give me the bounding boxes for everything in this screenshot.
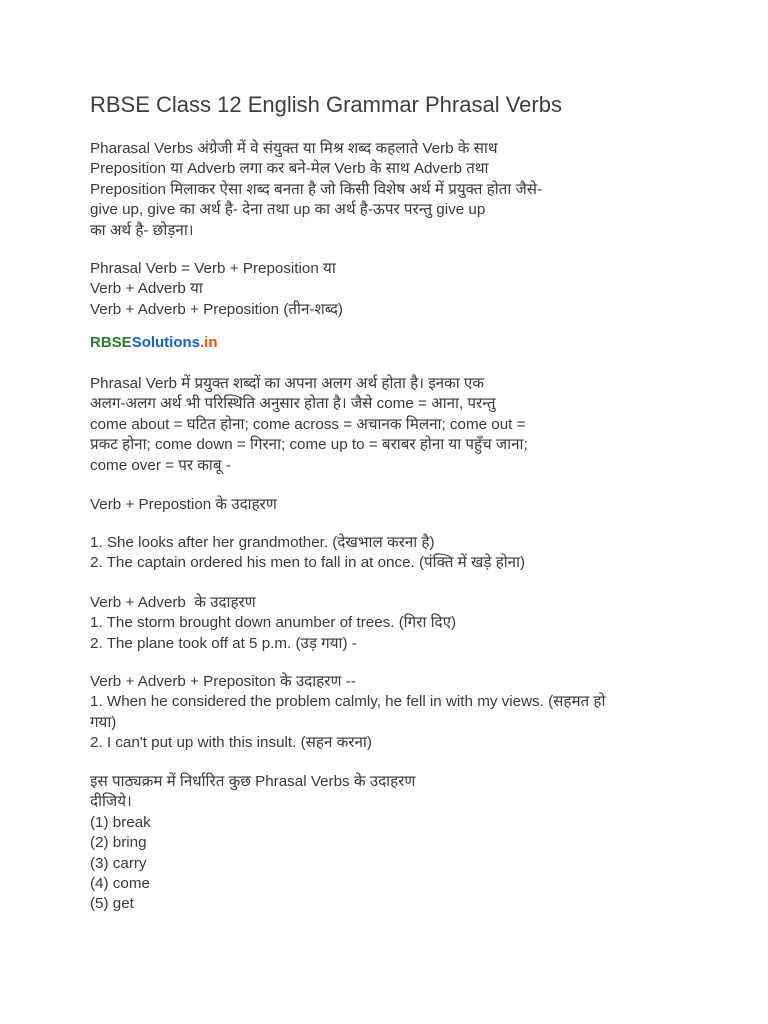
- explanation-paragraph: [90, 374, 680, 476]
- logo-part-rbse: RBSE: [90, 334, 132, 351]
- list-item: (4) come: [90, 875, 150, 893]
- text-line: come about = घटित होना; come across = अचानक मिलना; come out =: [90, 415, 526, 433]
- example-line: 1. She looks after her grandmother. (देखभाल करना है): [90, 534, 435, 551]
- formula-line: Verb + Adverb + Preposition (तीन-शब्द): [90, 300, 343, 318]
- rbse-solutions-logo: [90, 334, 218, 351]
- text-line: give up, give का अर्थ है- देना तथा up का अर्थ है-ऊपर परन्तु give up: [90, 201, 486, 219]
- section-heading: Verb + Adverb + Prepositon के उदाहरण --: [90, 673, 356, 690]
- text-line: Preposition मिलाकर ऐसा शब्द बनता है जो किसी विशेष अर्थ में प्रयुक्त होता जैसे-: [90, 180, 543, 198]
- text-line: come over = पर काबू -: [90, 456, 231, 474]
- adverb-section: [90, 593, 680, 654]
- formula-line: Phrasal Verb = Verb + Preposition या: [90, 260, 336, 277]
- list-item: (1) break: [90, 813, 151, 831]
- formula-block: [90, 259, 680, 320]
- page-title: RBSE Class 12 English Grammar Phrasal Verbs: [90, 92, 562, 117]
- example-line: 1. The storm brought down anumber of trees. (गिरा दिए): [90, 614, 457, 632]
- example-line: 1. When he considered the problem calmly, he fell in with my views. (सहमत हो: [90, 693, 606, 711]
- list-item: (3) carry: [90, 854, 147, 872]
- text-line: Pharasal Verbs अंग्रेजी में वे संयुक्त या मिश्र शब्द कहलाते Verb के साथ: [90, 140, 498, 157]
- prep-heading: [90, 495, 680, 515]
- verb-list-section: [90, 772, 680, 915]
- text-line: प्रकट होना; come down = गिरना; come up to = बराबर होना या पहुँच जाना;: [90, 436, 528, 454]
- text-line: अलग-अलग अर्थ भी परिस्थिति अनुसार होता है। जैसे come = आना, परन्तु: [90, 395, 496, 413]
- logo-part-domain: .in: [200, 334, 218, 351]
- list-item: (5) get: [90, 895, 134, 913]
- logo-part-solutions: Solutions: [131, 334, 201, 351]
- prep-examples: [90, 533, 680, 574]
- text-line: दीजिये।: [90, 793, 132, 811]
- text-line: Preposition या Adverb लगा कर बने-मेल Verb के साथ Adverb तथा: [90, 160, 489, 178]
- example-line: गया): [90, 713, 117, 731]
- example-line: 2. I can't put up with this insult. (सहन करना): [90, 734, 372, 752]
- section-heading: Verb + Adverb के उदाहरण: [90, 594, 256, 611]
- text-line: Phrasal Verb में प्रयुक्त शब्दों का अपना अलग अर्थ होता है। इनका एक: [90, 375, 484, 392]
- list-item: (2) bring: [90, 834, 147, 852]
- section-heading: Verb + Prepostion के उदाहरण: [90, 496, 277, 513]
- example-line: 2. The plane took off at 5 p.m. (उड़ गया) -: [90, 634, 357, 652]
- example-line: 2. The captain ordered his men to fall in at once. (पंक्ति में खड़े होना): [90, 554, 526, 572]
- combo-section: [90, 672, 680, 754]
- text-line: इस पाठ्यक्रम में निर्धारित कुछ Phrasal Verbs के उदाहरण: [90, 773, 416, 790]
- formula-line: Verb + Adverb या: [90, 280, 203, 298]
- intro-paragraph: [90, 139, 680, 241]
- text-line: का अर्थ है- छोड़ना।: [90, 221, 194, 239]
